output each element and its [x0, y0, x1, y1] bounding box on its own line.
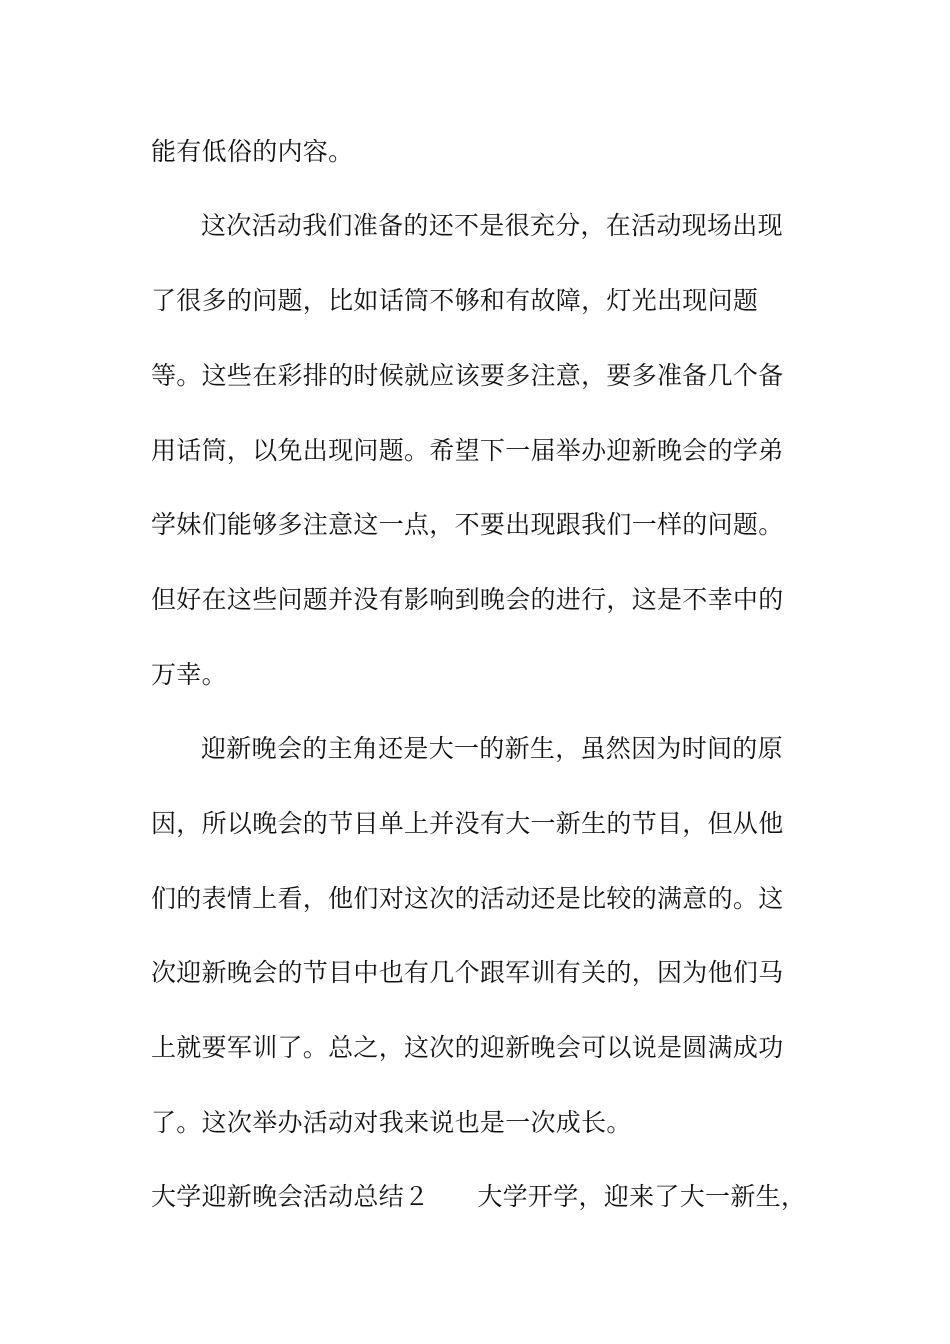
text-line: 但好在这些问题并没有影响到晚会的进行，这是不幸中的: [151, 585, 784, 614]
text-line: 上就要军训了。总之，这次的迎新晚会可以说是圆满成功: [151, 1033, 784, 1062]
text-line: 了。这次举办活动对我来说也是一次成长。: [151, 1108, 632, 1137]
text-line: 次迎新晚会的节目中也有几个跟军训有关的，因为他们马: [151, 958, 784, 987]
section-heading-line: [151, 1182, 811, 1212]
text-line: 这次活动我们准备的还不是很充分，在活动现场出现: [201, 211, 783, 240]
text-line: 迎新晚会的主角还是大一的新生，虽然因为时间的原: [201, 734, 783, 763]
text-line: 等。这些在彩排的时候就应该要多注意，要多准备几个备: [151, 361, 784, 390]
text-line: 因，所以晚会的节目单上并没有大一新生的节目，但从他: [151, 809, 784, 838]
text-line: 学妹们能够多注意这一点，不要出现跟我们一样的问题。: [151, 510, 784, 539]
text-line: 万幸。: [151, 660, 227, 689]
section-intro: 大学开学，迎来了大一新生，: [477, 1182, 807, 1211]
text-line: 了很多的问题，比如话筒不够和有故障，灯光出现问题: [151, 286, 759, 315]
text-line: 用话筒，以免出现问题。希望下一届举办迎新晚会的学弟: [151, 436, 784, 465]
text-line: 能有低俗的内容。: [151, 137, 354, 166]
section-title: 大学迎新晚会活动总结２: [151, 1182, 430, 1211]
text-line: 们的表情上看，他们对这次的活动还是比较的满意的。这: [151, 884, 784, 913]
